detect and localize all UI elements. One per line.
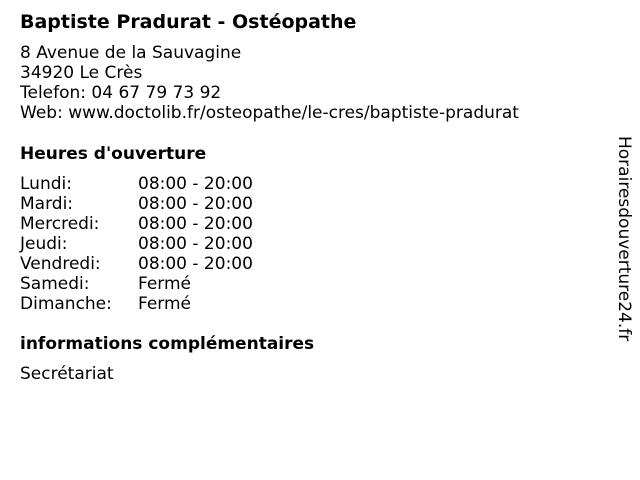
day-hours: 08:00 - 20:00 (138, 234, 253, 254)
additional-info-text: Secrétariat (20, 364, 114, 384)
address-block (20, 43, 519, 123)
watermark-text: Horairesdouverture24.fr (614, 136, 634, 342)
day-hours: Fermé (138, 294, 192, 314)
additional-info-heading: informations complémentaires (20, 334, 315, 354)
day-label: Jeudi: (20, 234, 68, 254)
day-label: Dimanche: (20, 294, 112, 314)
day-label: Samedi: (20, 274, 90, 294)
day-hours: 08:00 - 20:00 (138, 174, 253, 194)
address-street: 8 Avenue de la Sauvagine (20, 43, 242, 63)
website: Web: www.doctolib.fr/osteopathe/le-cres/baptiste-pradurat (20, 103, 519, 123)
day-label: Lundi: (20, 174, 72, 194)
day-hours: 08:00 - 20:00 (138, 254, 253, 274)
day-label: Mardi: (20, 194, 74, 214)
day-label: Mercredi: (20, 214, 100, 234)
day-hours: Fermé (138, 274, 192, 294)
opening-hours-heading: Heures d'ouverture (20, 144, 207, 164)
day-label: Vendredi: (20, 254, 101, 274)
day-hours: 08:00 - 20:00 (138, 214, 253, 234)
address-city: 34920 Le Crès (20, 63, 143, 83)
day-hours: 08:00 - 20:00 (138, 194, 253, 214)
phone-number: Telefon: 04 67 79 73 92 (20, 83, 222, 103)
business-title: Baptiste Pradurat - Ostéopathe (20, 11, 357, 33)
